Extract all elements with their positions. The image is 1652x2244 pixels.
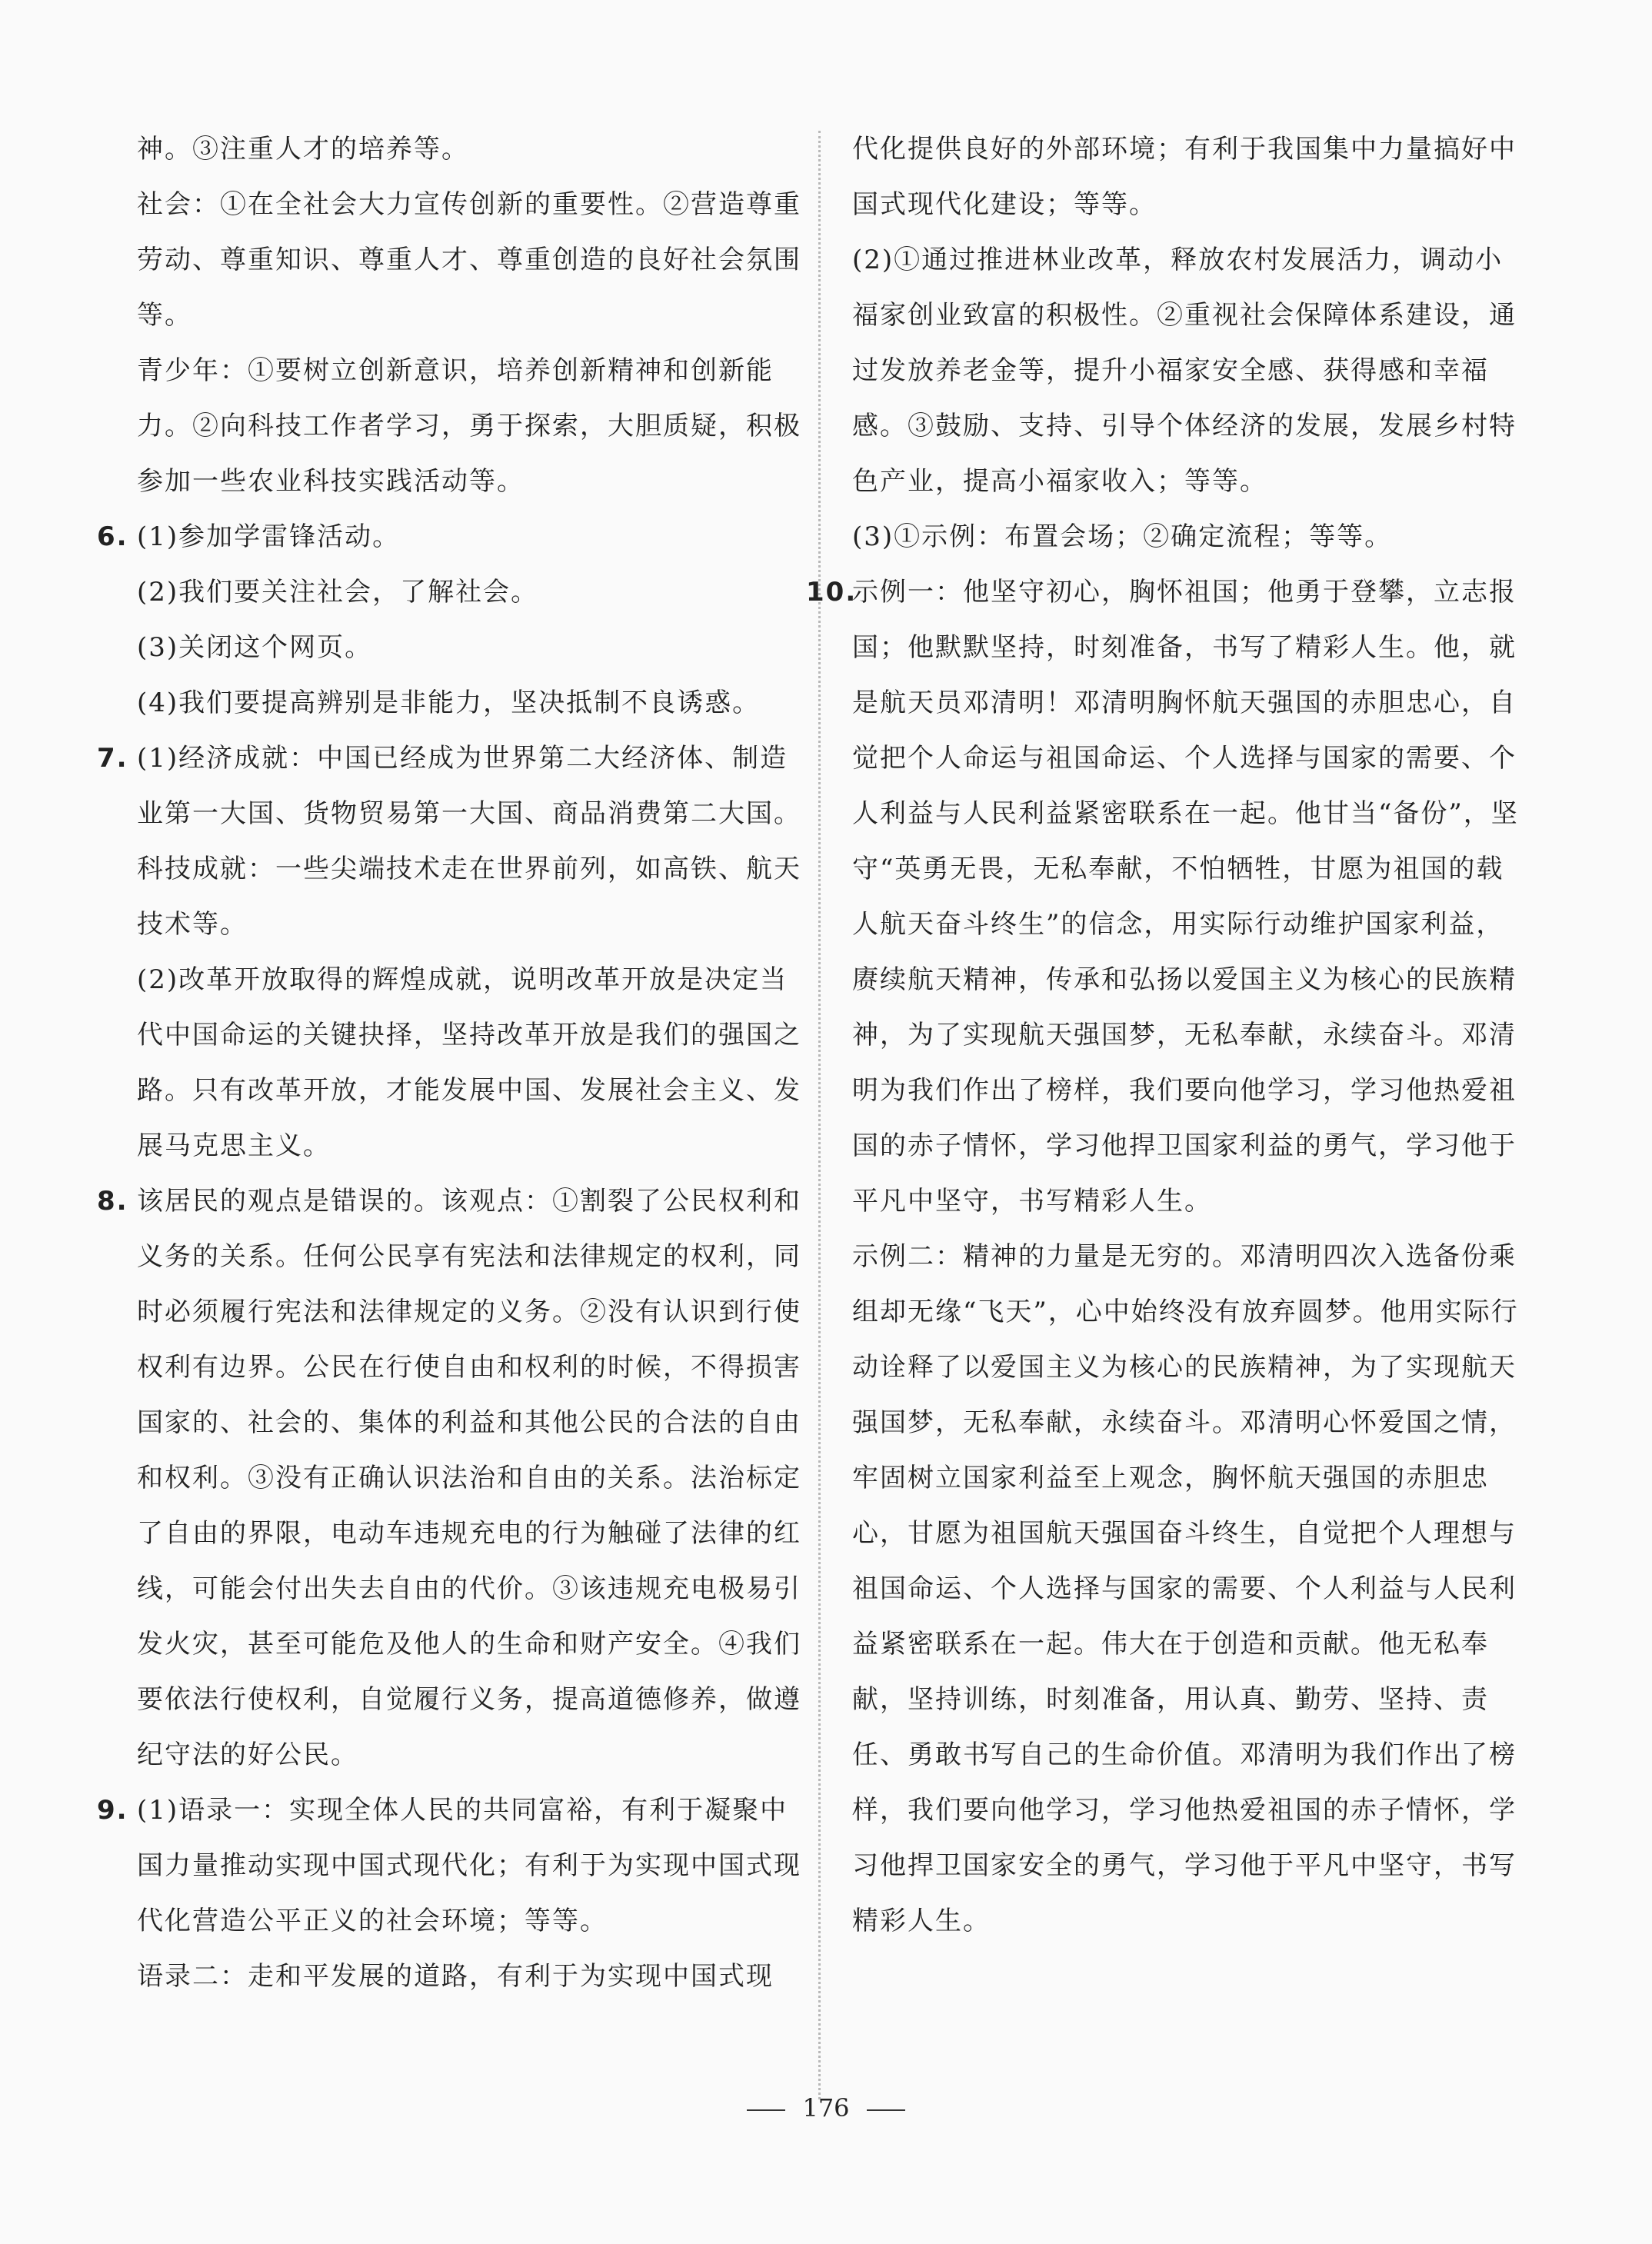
right-column <box>806 122 1529 1949</box>
paragraph: (3)关闭这个网页。 <box>137 632 373 663</box>
answer-item-cont-9 <box>852 122 1529 564</box>
item-number: 8. <box>97 1186 128 1217</box>
paragraph: (1)语录一：实现全体人民的共同富裕，有利于凝聚中国力量推动实现中国式现代化；有利于为实现中国式现代化营造公平正义的社会环境；等等。 <box>137 1795 801 1936</box>
answer-item-9 <box>97 1783 806 2004</box>
paragraph: (2)①通过推进林业改革，释放农村发展活力，调动小福家创业致富的积极性。②重视社会保障体系建设，通过发放养老金等，提升小福家安全感、获得感和幸福感。③鼓励、支持、引导个体经济的发展，发展乡村特色产业，提高小福家收入；等等。 <box>852 245 1517 497</box>
page-footer <box>0 2093 1652 2122</box>
item-number: 9. <box>97 1795 128 1826</box>
footer-dash-left <box>747 2109 785 2111</box>
paragraph: (4)我们要提高辨别是非能力，坚决抵制不良诱惑。 <box>137 688 761 718</box>
answer-item-7 <box>97 731 806 1174</box>
paragraph: (1)参加学雷锋活动。 <box>137 521 401 552</box>
column-divider <box>818 131 821 2099</box>
page-number: 176 <box>802 2093 850 2122</box>
paragraph: (3)①示例：布置会场；②确定流程；等等。 <box>852 521 1393 552</box>
item-number: 6. <box>97 521 128 552</box>
item-number: 7. <box>97 743 128 774</box>
paragraph: 示例一：他坚守初心，胸怀祖国；他勇于登攀，立志报国；他默默坚持，时刻准备，书写了精彩人生。他，就是航天员邓清明！邓清明胸怀航天强国的赤胆忠心，自觉把个人命运与祖国命运、个人选择与国家的需要、个人利益与人民利益紧密联系在一起。他甘当“备份”，坚守“英勇无畏，无私奉献，不怕牺牲，甘愿为祖国的载人航天奋斗终生”的信念，用实际行动维护国家利益，赓续航天精神，传承和弘扬以爱国主义为核心的民族精神，为了实现航天强国梦，无私奉献，永续奋斗。邓清明为我们作出了榜样，我们要向他学习，学习他热爱祖国的赤子情怀，学习他捍卫国家利益的勇气，学习他于平凡中坚守，书写精彩人生。 <box>852 577 1519 1217</box>
paragraph: 科技成就：一些尖端技术走在世界前列，如高铁、航天技术等。 <box>137 854 801 940</box>
paragraph: (2)我们要关注社会，了解社会。 <box>137 577 539 608</box>
answer-item-10 <box>806 564 1529 1949</box>
paragraph: (1)经济成就：中国已经成为世界第二大经济体、制造业第一大国、货物贸易第一大国、商品消费第二大国。 <box>137 743 801 829</box>
item-number: 10. <box>806 577 858 608</box>
answer-item-8 <box>97 1174 806 1783</box>
paragraph: (2)改革开放取得的辉煌成就，说明改革开放是决定当代中国命运的关键抉择，坚持改革开放是我们的强国之路。只有改革开放，才能发展中国、发展社会主义、发展马克思主义。 <box>137 964 801 1161</box>
paragraph: 示例二：精神的力量是无穷的。邓清明四次入选备份乘组却无缘“飞天”，心中始终没有放弃圆梦。他用实际行动诠释了以爱国主义为核心的民族精神，为了实现航天强国梦，无私奉献，永续奋斗。邓清明心怀爱国之情，牢固树立国家利益至上观念，胸怀航天强国的赤胆忠心，甘愿为祖国航天强国奋斗终生，自觉把个人理想与祖国命运、个人选择与国家的需要、个人利益与人民利益紧密联系在一起。伟大在于创造和贡献。他无私奉献，坚持训练，时刻准备，用认真、勤劳、坚持、责任、勇敢书写自己的生命价值。邓清明为我们作出了榜样，我们要向他学习，学习他热爱祖国的赤子情怀，学习他捍卫国家安全的勇气，学习他于平凡中坚守，书写精彩人生。 <box>852 1241 1519 1936</box>
paragraph: 社会：①在全社会大力宣传创新的重要性。②营造尊重劳动、尊重知识、尊重人才、尊重创造的良好社会氛围等。 <box>137 189 801 331</box>
footer-dash-right <box>867 2109 905 2111</box>
paragraph: 代化提供良好的外部环境；有利于我国集中力量搞好中国式现代化建设；等等。 <box>852 134 1517 220</box>
paragraph: 青少年：①要树立创新意识，培养创新精神和创新能力。②向科技工作者学习，勇于探索，大胆质疑，积极参加一些农业科技实践活动等。 <box>137 355 801 497</box>
paragraph: 该居民的观点是错误的。该观点：①割裂了公民权利和义务的关系。任何公民享有宪法和法律规定的权利，同时必须履行宪法和法律规定的义务。②没有认识到行使权利有边界。公民在行使自由和权利的时候，不得损害国家的、社会的、集体的利益和其他公民的合法的自由和权利。③没有正确认识法治和自由的关系。法治标定了自由的界限，电动车违规充电的行为触碰了法律的红线，可能会付出失去自由的代价。③该违规充电极易引发火灾，甚至可能危及他人的生命和财产安全。④我们要依法行使权利，自觉履行义务，提高道德修养，做遵纪守法的好公民。 <box>137 1186 801 1770</box>
answer-item-cont-5 <box>137 122 806 509</box>
answer-item-6 <box>97 509 806 731</box>
paragraph: 神。③注重人才的培养等。 <box>137 134 469 165</box>
left-column <box>97 122 806 2004</box>
paragraph: 语录二：走和平发展的道路，有利于为实现中国式现 <box>137 1961 774 1992</box>
